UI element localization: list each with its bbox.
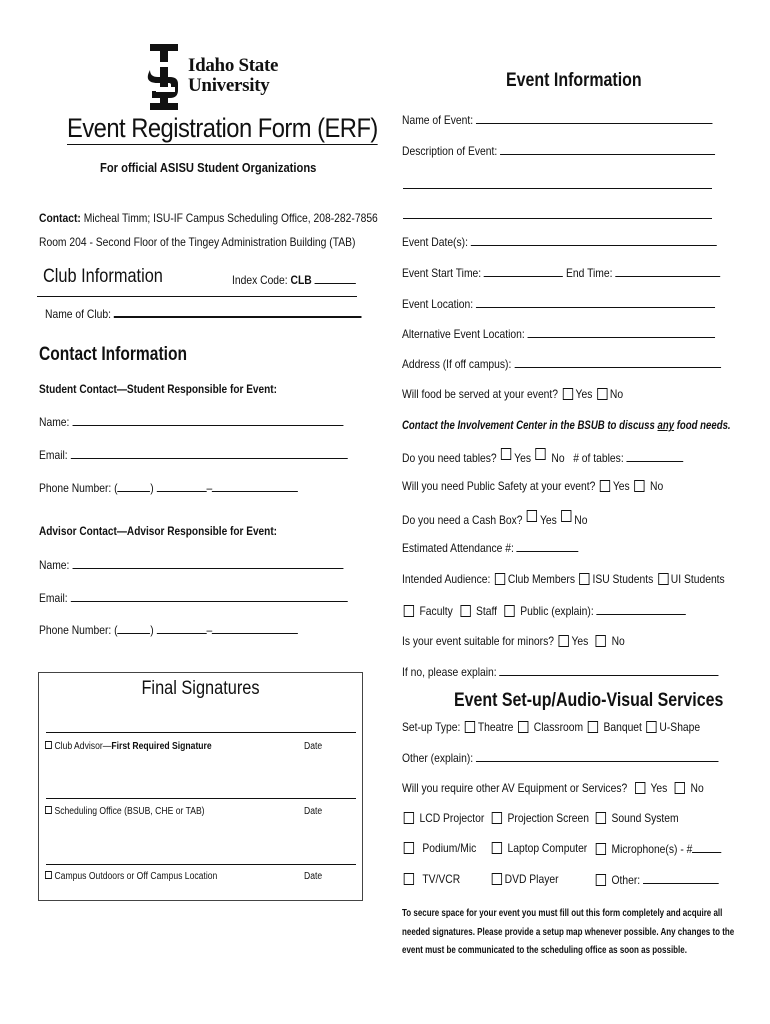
- setup-theatre-label: Theatre: [477, 720, 514, 734]
- contact-line-1-text: Micheal Timm; ISU-IF Campus Scheduling Office, 208-282-7856: [83, 211, 378, 225]
- av-tvvcr: [402, 872, 460, 886]
- contact-line-1: [39, 211, 378, 225]
- student-name: [39, 414, 343, 429]
- num-tables-field[interactable]: [627, 450, 684, 462]
- setup-heading: Event Set-up/Audio-Visual Services: [454, 690, 724, 711]
- alternative-location-label: Alternative Event Location:: [402, 327, 525, 341]
- advisor-phone-line-field[interactable]: [212, 622, 298, 634]
- name-of-club-label: Name of Club:: [45, 307, 111, 321]
- event-dates-label: Event Date(s):: [402, 235, 468, 249]
- audience-ui-label: UI Students: [670, 572, 725, 586]
- description-line-2[interactable]: [403, 188, 712, 189]
- setup-type-label: Set-up Type:: [402, 720, 461, 734]
- student-phone-label: Phone Number:: [39, 481, 112, 495]
- cash-box-no-checkbox[interactable]: [561, 510, 571, 522]
- student-name-label: Name:: [39, 415, 70, 429]
- av-other-checkbox[interactable]: [596, 874, 606, 886]
- public-safety-question: [402, 479, 663, 493]
- av-screen-checkbox[interactable]: [492, 812, 502, 824]
- audience-public-label: Public (explain):: [520, 604, 594, 618]
- audience-staff-label: Staff: [476, 604, 498, 618]
- av-podium-label: Podium/Mic: [422, 841, 477, 855]
- av-other-field[interactable]: [643, 872, 719, 884]
- audience-ui-checkbox[interactable]: [658, 573, 668, 585]
- alternative-location: [402, 326, 715, 341]
- minors-explain: [402, 664, 719, 679]
- signature-3-checkbox[interactable]: [45, 871, 52, 879]
- university-name-line1: Idaho State: [188, 55, 279, 76]
- description-of-event: [402, 143, 715, 158]
- audience-public-field[interactable]: [597, 603, 686, 615]
- student-email-label: Email:: [39, 448, 68, 462]
- minors-no-checkbox[interactable]: [596, 635, 606, 647]
- setup-other: [402, 750, 719, 765]
- av-no-checkbox[interactable]: [675, 782, 685, 794]
- minors-explain-field[interactable]: [500, 664, 719, 676]
- av-lcd-checkbox[interactable]: [404, 812, 414, 824]
- minors-yes-label: Yes: [571, 634, 589, 648]
- name-of-event-field[interactable]: [476, 112, 713, 124]
- signature-3-text: Campus Outdoors or Off Campus Location: [54, 871, 218, 882]
- cash-box-label: Do you need a Cash Box?: [402, 513, 523, 527]
- audience-faculty-checkbox[interactable]: [404, 605, 414, 617]
- setup-ushape-label: U-Shape: [659, 720, 701, 734]
- av-sound-checkbox[interactable]: [596, 812, 606, 824]
- av-laptop-label: Laptop Computer: [507, 841, 588, 855]
- audience-faculty-label: Faculty: [419, 604, 453, 618]
- contact-line-2: Room 204 - Second Floor of the Tingey Administration Building (TAB): [39, 235, 356, 249]
- food-question: [402, 387, 623, 401]
- av-mics-checkbox[interactable]: [596, 843, 606, 855]
- av-dvd-checkbox[interactable]: [492, 873, 502, 885]
- advisor-email-label: Email:: [39, 591, 68, 605]
- tables-question: [402, 448, 683, 465]
- av-dvd-label: DVD Player: [504, 872, 559, 886]
- public-safety-no-label: No: [650, 479, 664, 493]
- description-line-3[interactable]: [403, 218, 712, 219]
- index-code-value: CLB: [290, 273, 312, 287]
- food-note-any: any: [657, 418, 675, 432]
- setup-other-field[interactable]: [476, 750, 719, 762]
- cash-box-no-label: No: [574, 513, 588, 527]
- av-yes-label: Yes: [650, 781, 668, 795]
- signature-line-3[interactable]: [46, 864, 356, 865]
- av-question-label: Will you require other AV Equipment or Services?: [402, 781, 628, 795]
- description-field[interactable]: [500, 143, 715, 155]
- av-lcd: [402, 811, 484, 825]
- student-email: [39, 447, 347, 462]
- event-location-label: Event Location:: [402, 297, 474, 311]
- university-name-line2: University: [188, 75, 270, 96]
- contact-label: Contact:: [39, 211, 81, 225]
- start-time-field[interactable]: [484, 265, 563, 277]
- food-note-a: Contact the Involvement Center in the BSUB to discuss: [402, 418, 658, 432]
- setup-classroom-checkbox[interactable]: [518, 721, 528, 733]
- advisor-email-field[interactable]: [71, 590, 348, 602]
- av-mics: [594, 841, 722, 856]
- av-no-label: No: [690, 781, 704, 795]
- food-question-label: Will food be served at your event?: [402, 387, 559, 401]
- club-information-heading: Club Information: [43, 266, 163, 287]
- form-subtitle: For official ASISU Student Organizations: [100, 160, 317, 175]
- event-location-field[interactable]: [476, 296, 715, 308]
- signature-2-label: [45, 806, 205, 817]
- food-yes-label: Yes: [575, 387, 593, 401]
- av-screen: [490, 811, 589, 825]
- advisor-name: [39, 557, 343, 572]
- cash-box-yes-label: Yes: [539, 513, 557, 527]
- signature-3-date: Date: [304, 871, 323, 882]
- advisor-name-field[interactable]: [72, 557, 343, 569]
- footer-note-line3: event must be communicated to the scheduling office as soon as possible.: [402, 945, 687, 956]
- public-safety-yes-checkbox[interactable]: [600, 480, 610, 492]
- food-no-label: No: [609, 387, 624, 401]
- advisor-name-label: Name:: [39, 558, 70, 572]
- tables-question-label: Do you need tables?: [402, 451, 497, 465]
- estimated-attendance-label: Estimated Attendance #:: [402, 541, 514, 555]
- minors-explain-label: If no, please explain:: [402, 665, 497, 679]
- isu-logo-mark: [146, 44, 182, 110]
- setup-banquet-checkbox[interactable]: [588, 721, 598, 733]
- minors-question: [402, 634, 625, 648]
- signature-2-checkbox[interactable]: [45, 806, 52, 814]
- event-dates-field[interactable]: [471, 234, 717, 246]
- tables-yes-checkbox[interactable]: [501, 448, 511, 460]
- student-phone-prefix-field[interactable]: [157, 480, 207, 492]
- setup-theatre-checkbox[interactable]: [465, 721, 475, 733]
- isu-logo: [146, 44, 182, 110]
- food-yes-checkbox[interactable]: [563, 388, 573, 400]
- intended-audience: [402, 572, 725, 586]
- av-screen-label: Projection Screen: [507, 811, 589, 825]
- av-tvvcr-checkbox[interactable]: [404, 873, 414, 885]
- signature-1-label: [45, 741, 212, 752]
- advisor-phone: Phone Number: ( ) –: [39, 622, 298, 637]
- av-other: [594, 872, 719, 887]
- advisor-email: [39, 590, 347, 605]
- audience-club-label: Club Members: [507, 572, 575, 586]
- advisor-phone-label: Phone Number:: [39, 623, 112, 637]
- intended-audience-row-2: [402, 603, 686, 618]
- estimated-attendance: [402, 540, 579, 555]
- signature-3-label: [45, 871, 217, 882]
- av-question: [402, 781, 704, 795]
- setup-other-label: Other (explain):: [402, 751, 474, 765]
- name-of-event-label: Name of Event:: [402, 113, 474, 127]
- signature-1-date: Date: [304, 741, 323, 752]
- av-tvvcr-label: TV/VCR: [422, 872, 461, 886]
- setup-banquet-label: Banquet: [603, 720, 642, 734]
- description-label: Description of Event:: [402, 144, 498, 158]
- contact-information-heading: Contact Information: [39, 344, 188, 365]
- av-laptop: [490, 841, 587, 855]
- final-signatures-heading: Final Signatures: [141, 678, 260, 699]
- intended-audience-label: Intended Audience:: [402, 572, 491, 586]
- index-code-field[interactable]: [315, 272, 356, 284]
- address-label: Address (If off campus):: [402, 357, 512, 371]
- cash-box-question: [402, 510, 588, 527]
- signature-1-checkbox[interactable]: [45, 741, 52, 749]
- audience-isu-checkbox[interactable]: [580, 573, 590, 585]
- event-information-heading: Event Information: [506, 70, 642, 91]
- audience-club-checkbox[interactable]: [495, 573, 505, 585]
- student-name-field[interactable]: [72, 414, 343, 426]
- food-no-checkbox[interactable]: [597, 388, 607, 400]
- end-time-field[interactable]: [615, 265, 720, 277]
- event-location: [402, 296, 715, 311]
- footer-note-line1: To secure space for your event you must fill out this form completely and acquire all: [402, 908, 723, 919]
- av-yes-checkbox[interactable]: [635, 782, 645, 794]
- num-tables-label: # of tables:: [573, 451, 624, 465]
- form-title: Event Registration Form (ERF): [67, 113, 378, 143]
- student-email-field[interactable]: [71, 447, 348, 459]
- index-code-label: Index Code:: [232, 273, 288, 287]
- tables-yes-label: Yes: [514, 451, 532, 465]
- public-safety-label: Will you need Public Safety at your event?: [402, 479, 596, 493]
- footer-note-line2: needed signatures. Please provide a setup map whenever possible. Any changes to the: [402, 927, 735, 938]
- student-contact-heading: Student Contact—Student Responsible for Event:: [39, 382, 278, 396]
- signature-1-prefix: Club Advisor—: [54, 741, 112, 752]
- signature-line-2[interactable]: [46, 798, 356, 799]
- advisor-phone-prefix-field[interactable]: [157, 622, 207, 634]
- signature-line-1[interactable]: [46, 732, 356, 733]
- public-safety-no-checkbox[interactable]: [634, 480, 644, 492]
- av-dvd: [490, 872, 559, 886]
- name-of-club: [45, 305, 362, 321]
- public-safety-yes-label: Yes: [612, 479, 630, 493]
- alternative-location-field[interactable]: [528, 326, 715, 338]
- address-field[interactable]: [514, 356, 720, 368]
- estimated-attendance-field[interactable]: [517, 540, 579, 552]
- av-sound: [594, 811, 679, 825]
- minors-no-label: No: [611, 634, 625, 648]
- food-note-b: food needs.: [674, 418, 731, 432]
- setup-type: [402, 720, 700, 734]
- audience-public-checkbox[interactable]: [505, 605, 515, 617]
- address: [402, 356, 721, 371]
- advisor-contact-heading: Advisor Contact—Advisor Responsible for Event:: [39, 524, 278, 538]
- signature-1-bold: First Required Signature: [111, 741, 212, 752]
- setup-ushape-checkbox[interactable]: [647, 721, 657, 733]
- food-note: [402, 418, 731, 432]
- av-sound-label: Sound System: [611, 811, 679, 825]
- advisor-phone-area-field[interactable]: [118, 622, 151, 634]
- event-dates: [402, 234, 717, 249]
- setup-classroom-label: Classroom: [533, 720, 584, 734]
- index-code: [232, 272, 356, 287]
- signature-2-text: Scheduling Office (BSUB, CHE or TAB): [54, 806, 205, 817]
- audience-staff-checkbox[interactable]: [460, 605, 470, 617]
- event-times: [402, 265, 720, 280]
- student-phone-line-field[interactable]: [212, 480, 298, 492]
- minors-question-label: Is your event suitable for minors?: [402, 634, 555, 648]
- audience-isu-label: ISU Students: [592, 572, 654, 586]
- signature-2-date: Date: [304, 806, 323, 817]
- av-laptop-checkbox[interactable]: [492, 842, 502, 854]
- av-lcd-label: LCD Projector: [419, 811, 485, 825]
- end-time-label: End Time:: [566, 266, 613, 280]
- tables-no-label: No: [551, 451, 565, 465]
- name-of-event: [402, 112, 713, 127]
- student-phone: Phone Number: ( ) –: [39, 480, 298, 495]
- student-phone-area-field[interactable]: [118, 480, 151, 492]
- cash-box-yes-checkbox[interactable]: [527, 510, 537, 522]
- av-mics-field[interactable]: [692, 841, 721, 853]
- av-other-label: Other:: [611, 873, 641, 887]
- av-podium-checkbox[interactable]: [404, 842, 414, 854]
- tables-no-checkbox[interactable]: [536, 448, 546, 460]
- start-time-label: Event Start Time:: [402, 266, 482, 280]
- av-podium: [402, 841, 476, 855]
- final-signatures-box: [38, 672, 363, 901]
- av-mics-label: Microphone(s) - #: [611, 842, 693, 856]
- minors-yes-checkbox[interactable]: [559, 635, 569, 647]
- name-of-club-field[interactable]: [114, 305, 362, 318]
